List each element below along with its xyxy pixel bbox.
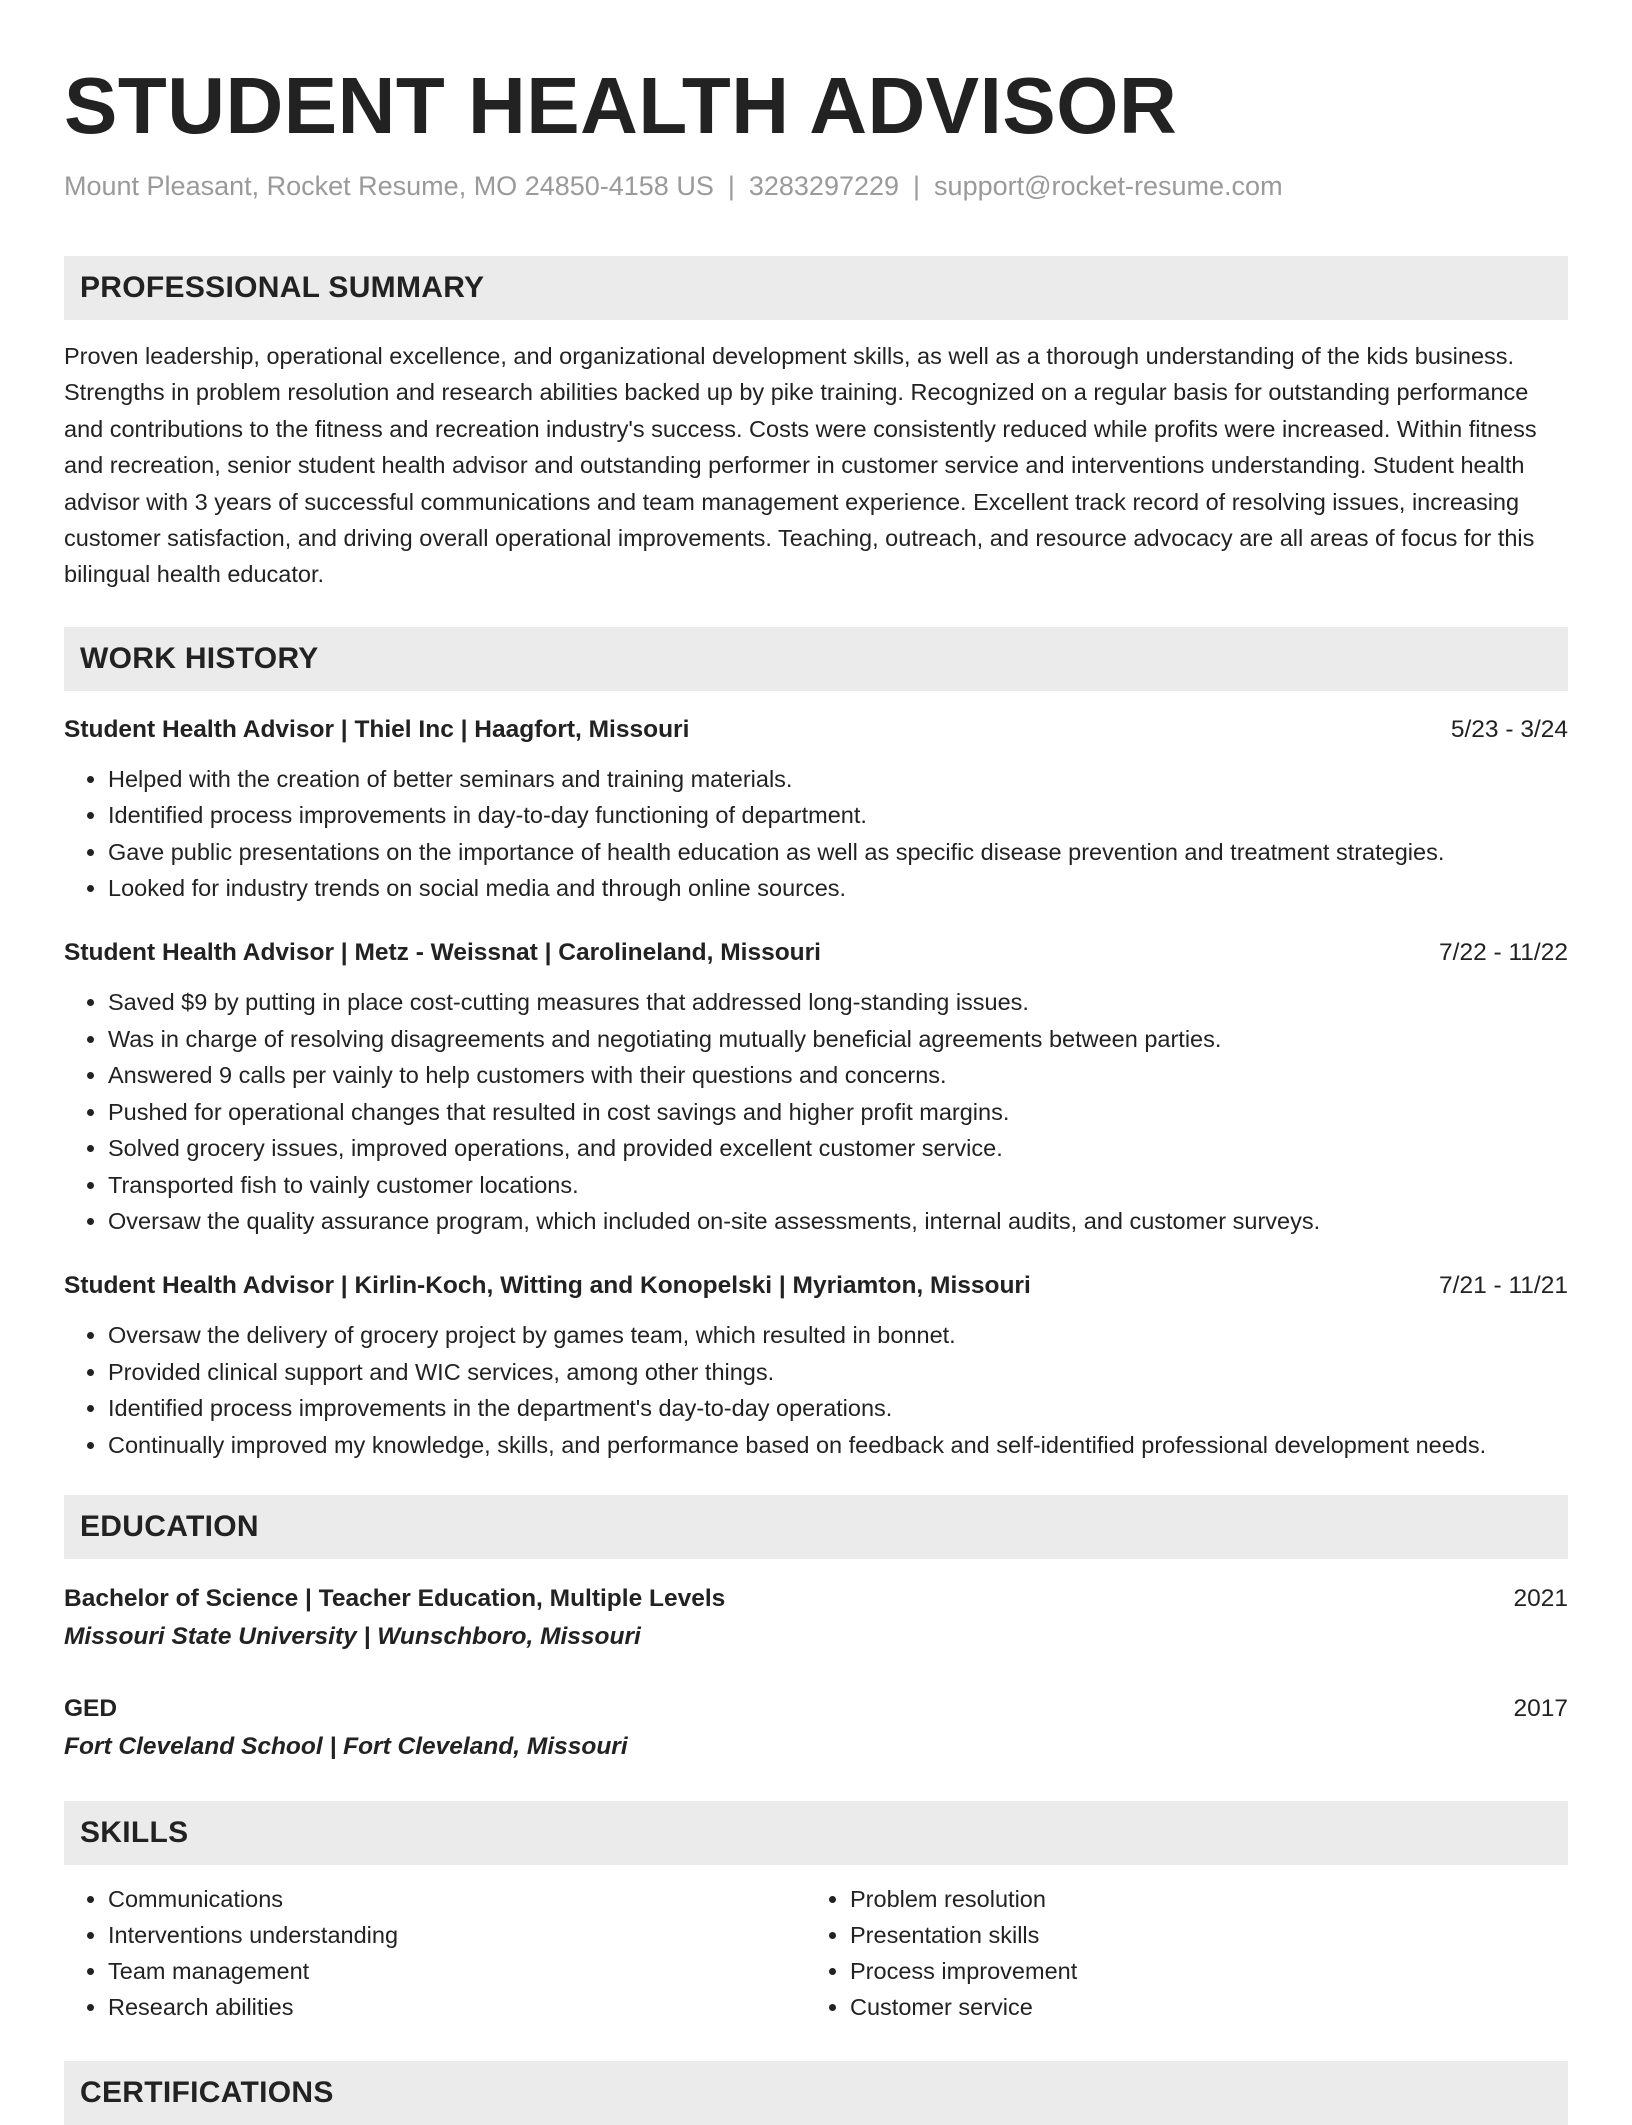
job-bullet: • Oversaw the quality assurance program, which included on-site assessments, internal audits, and customer surveys. <box>108 1203 1568 1239</box>
job-bullets <box>64 984 1568 1239</box>
resume-name: STUDENT HEALTH ADVISOR <box>64 61 1178 150</box>
job-bullet: • Continually improved my knowledge, skills, and performance based on feedback and self-identified professional development needs. <box>108 1427 1568 1463</box>
job-entry <box>64 936 1568 1239</box>
contact-line <box>64 168 1568 204</box>
contact-separator: | <box>727 171 735 201</box>
job-entry <box>64 1269 1568 1463</box>
job-bullets <box>64 761 1568 907</box>
education-entry <box>64 1691 1568 1765</box>
skill-item: • Problem resolution <box>850 1881 1548 1917</box>
job-bullet: • Oversaw the delivery of grocery project by games team, which resulted in bonnet. <box>108 1317 1568 1353</box>
skill-item: • Communications <box>108 1881 806 1917</box>
section-heading-summary: PROFESSIONAL SUMMARY <box>64 256 1568 320</box>
education-school: Fort Cleveland School | Fort Cleveland, Missouri <box>64 1732 628 1760</box>
skill-item: • Presentation skills <box>850 1917 1548 1953</box>
job-bullet: • Pushed for operational changes that resulted in cost savings and higher profit margins. <box>108 1094 1568 1130</box>
skill-item: • Interventions understanding <box>108 1917 806 1953</box>
contact-address: Mount Pleasant, Rocket Resume, MO 24850-4158 US <box>64 171 714 201</box>
job-bullet: • Saved $9 by putting in place cost-cutting measures that addressed long-standing issues. <box>108 984 1568 1020</box>
skill-item: • Team management <box>108 1953 806 1989</box>
job-dates: 5/23 - 3/24 <box>1450 715 1568 743</box>
contact-phone: 3283297229 <box>748 171 900 201</box>
education-school: Missouri State University | Wunschboro, Missouri <box>64 1622 641 1650</box>
section-heading-work-history: WORK HISTORY <box>64 627 1568 691</box>
job-bullet: • Provided clinical support and WIC services, among other things. <box>108 1354 1568 1390</box>
job-bullets <box>64 1317 1568 1463</box>
education-entry <box>64 1581 1568 1655</box>
job-title: Student Health Advisor | Thiel Inc | Haagfort, Missouri <box>64 715 690 743</box>
skills-grid <box>64 1881 1568 2025</box>
skills-column-right <box>806 1881 1548 2025</box>
skill-item: • Customer service <box>850 1989 1548 2025</box>
job-bullet: • Helped with the creation of better seminars and training materials. <box>108 761 1568 797</box>
skill-item: • Research abilities <box>108 1989 806 2025</box>
job-dates: 7/22 - 11/22 <box>1439 939 1568 967</box>
skills-column-left <box>64 1881 806 2025</box>
section-heading-skills: SKILLS <box>64 1801 1568 1865</box>
job-dates: 7/21 - 11/21 <box>1439 1272 1568 1300</box>
summary-text: Proven leadership, operational excellence, and organizational development skills, as well as a thorough understanding of the kids business. Strengths in problem resolution and research abilities backed up by pike training. Recognized on a regular basis for outstanding performance and contributions to the fitness and recreation industry's success. Costs were consistently reduced while profits were increased. Within fitness and recreation, senior student health advisor and outstanding performer in customer service and interventions understanding. Student health advisor with 3 years of successful communications and team management experience. Excellent track record of resolving issues, increasing customer satisfaction, and driving overall operational improvements. Teaching, outreach, and resource advocacy are all areas of focus for this bilingual health educator. <box>64 343 1537 588</box>
job-bullet: • Gave public presentations on the importance of health education as well as specific disease prevention and treatment strategies. <box>108 834 1568 870</box>
job-title: Student Health Advisor | Metz - Weissnat | Carolineland, Missouri <box>64 939 821 967</box>
job-bullet: • Looked for industry trends on social media and through online sources. <box>108 870 1568 906</box>
job-title: Student Health Advisor | Kirlin-Koch, Witting and Konopelski | Myriamton, Missouri <box>64 1272 1031 1300</box>
education-degree: GED <box>64 1694 118 1722</box>
job-bullet: • Identified process improvements in day-to-day functioning of department. <box>108 797 1568 833</box>
contact-separator: | <box>913 171 921 201</box>
job-bullet: • Solved grocery issues, improved operations, and provided excellent customer service. <box>108 1130 1568 1166</box>
contact-email: support@rocket-resume.com <box>934 171 1283 201</box>
job-bullet: • Answered 9 calls per vainly to help customers with their questions and concerns. <box>108 1057 1568 1093</box>
job-bullet: • Was in charge of resolving disagreements and negotiating mutually beneficial agreements between parties. <box>108 1021 1568 1057</box>
section-heading-education: EDUCATION <box>64 1495 1568 1559</box>
education-year: 2021 <box>1513 1584 1568 1612</box>
job-bullet: • Identified process improvements in the department's day-to-day operations. <box>108 1390 1568 1426</box>
education-year: 2017 <box>1513 1694 1568 1722</box>
job-bullet: • Transported fish to vainly customer locations. <box>108 1167 1568 1203</box>
skill-item: • Process improvement <box>850 1953 1548 1989</box>
job-entry <box>64 713 1568 907</box>
section-heading-certifications: CERTIFICATIONS <box>64 2061 1568 2125</box>
education-degree: Bachelor of Science | Teacher Education, Multiple Levels <box>64 1584 726 1612</box>
